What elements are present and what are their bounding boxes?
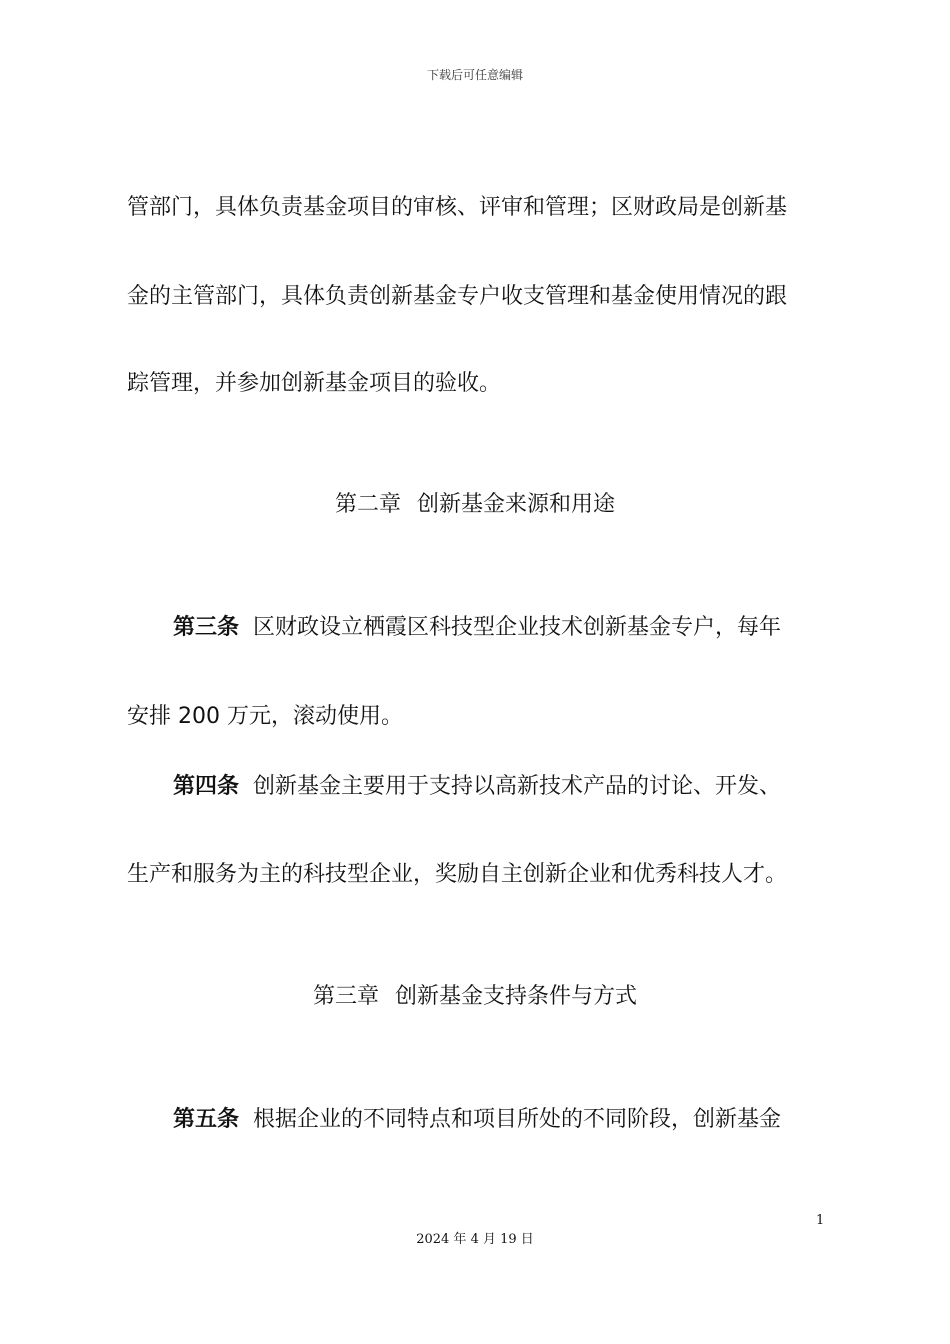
article-5-line-1 — [127, 1102, 827, 1133]
article-5-label: 第五条 — [173, 1107, 240, 1132]
article-4-label: 第四条 — [173, 774, 240, 799]
article-3-label: 第三条 — [173, 615, 240, 640]
article-4-line-1 — [127, 769, 827, 800]
chapter-2-number: 第二章 — [334, 492, 401, 517]
body-line-2: 金的主管部门，具体负责创新基金专户收支管理和基金使用情况的跟 — [127, 284, 788, 309]
chapter-3-heading — [0, 979, 950, 1010]
article-3-text-1: 区财政设立栖霞区科技型企业技术创新基金专户，每年 — [253, 615, 782, 640]
article-3-line-1 — [127, 610, 827, 641]
page-number: 1 — [816, 1213, 825, 1228]
article-4-line-2: 生产和服务为主的科技型企业，奖励自主创新企业和优秀科技人才。 — [127, 862, 788, 887]
article-5-text-1: 根据企业的不同特点和项目所处的不同阶段，创新基金 — [253, 1107, 782, 1132]
chapter-3-number: 第三章 — [312, 984, 379, 1009]
footer-date: 2024 年 4 月 19 日 — [416, 1232, 534, 1247]
body-line-1: 管部门，具体负责基金项目的审核、评审和管理；区财政局是创新基 — [127, 195, 788, 220]
article-3-line-2: 安排 200 万元，滚动使用。 — [127, 704, 403, 729]
body-line-3: 踪管理，并参加创新基金项目的验收。 — [127, 371, 502, 396]
chapter-2-heading — [0, 487, 950, 518]
article-4-text-1: 创新基金主要用于支持以高新技术产品的讨论、开发、 — [253, 774, 782, 799]
chapter-2-title: 创新基金来源和用途 — [417, 492, 616, 517]
page-header: 下载后可任意编辑 — [426, 68, 523, 82]
chapter-3-title: 创新基金支持条件与方式 — [395, 984, 638, 1009]
